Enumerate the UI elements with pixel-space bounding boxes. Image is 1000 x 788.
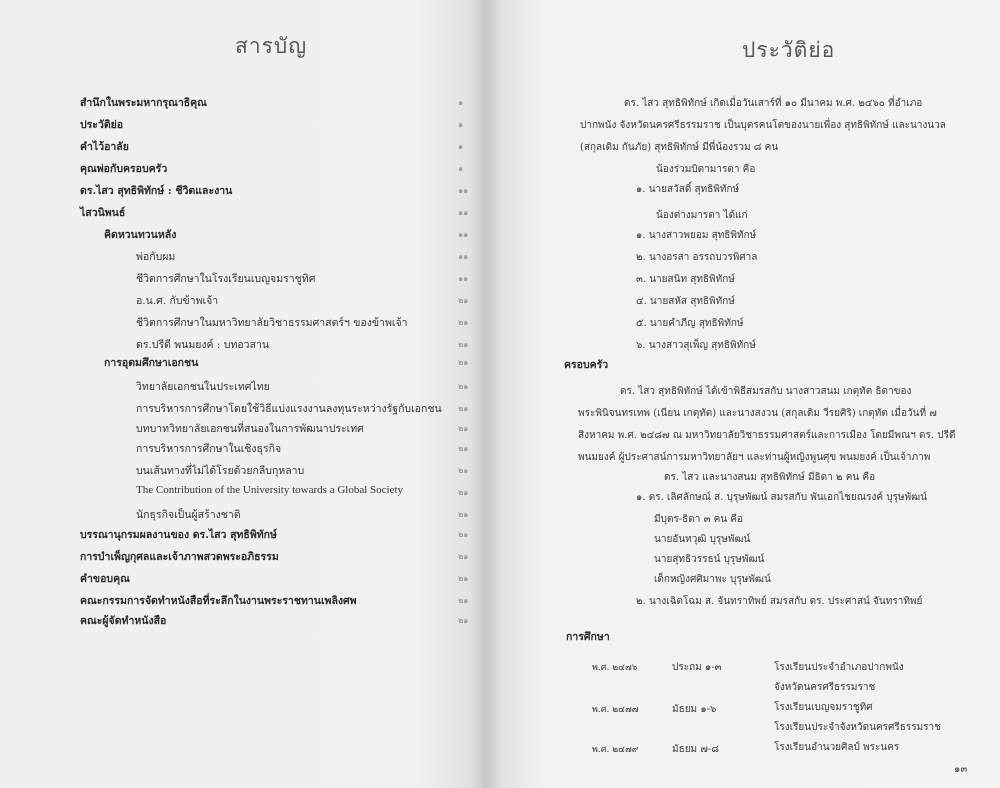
sibling-item: ๕. นายคำภีญ สุทธิพิทักษ์ xyxy=(636,318,744,329)
toc-page-number: ๑๑ xyxy=(458,274,469,283)
bio-title: ประวัติย่อ xyxy=(742,38,836,62)
education-heading: การศึกษา xyxy=(566,631,610,643)
edu-school: โรงเรียนอำนวยศิลป์ พระนคร xyxy=(774,742,900,753)
toc-entry: คณะกรรมการจัดทำหนังสือที่ระลึกในงานพระราชทานเพลิงศพ xyxy=(80,595,357,607)
edu-school: โรงเรียนประจำจังหวัดนครศรีธรรมราช xyxy=(774,722,941,733)
toc-page-number: ๑ xyxy=(458,142,464,151)
toc-entry: คำไว้อาลัย xyxy=(80,141,129,153)
toc-entry: ดร.ไสว สุทธิพิทักษ์ : ชีวิตและงาน xyxy=(80,185,233,197)
toc-entry: คำขอบคุณ xyxy=(80,573,130,585)
family-heading: ครอบครัว xyxy=(564,359,609,371)
toc-entry: พ่อกับผม xyxy=(136,251,176,263)
toc-page-number: ๒๑ xyxy=(458,574,469,583)
toc-page-number: ๑๑ xyxy=(458,186,469,195)
toc-entry: การบริหารการศึกษาโดยใช้วิธีแบ่งแรงงานลงทุนระหว่างรัฐกับเอกชน xyxy=(136,403,442,415)
family-line: พระพินิจนทรเทพ (เนียน เกตุทัต) และนางสงวน (สกุลเดิม วีรยศิริ) เกตุทัต เมื่อวันที่ ๗ xyxy=(578,408,937,419)
edu-school: จังหวัดนครศรีธรรมราช xyxy=(774,682,876,693)
toc-page-number: ๒๑ xyxy=(458,340,469,349)
toc-entry: คณะผู้จัดทำหนังสือ xyxy=(80,615,167,627)
toc-page-number: ๒๑ xyxy=(458,510,469,519)
toc-entry: ประวัติย่อ xyxy=(80,119,124,131)
toc-entry: ไสวนิพนธ์ xyxy=(80,207,126,219)
toc-page-number: ๒๑ xyxy=(458,318,469,327)
toc-page-number: ๒๑ xyxy=(458,424,469,433)
toc-page-number: ๑๑ xyxy=(458,252,469,261)
toc-page-number: ๒๑ xyxy=(458,358,469,367)
toc-page-number: ๒๑ xyxy=(458,382,469,391)
family-line: พนมยงค์ ผู้ประศาสน์การมหาวิทยาลัยฯ และท่านผู้หญิงพูนศุข พนมยงค์ เป็นเจ้าภาพ xyxy=(578,452,931,463)
toc-entry: การอุดมศึกษาเอกชน xyxy=(104,357,199,369)
child-item: นายสุทธิวรรธน์ บุรุษพัฒน์ xyxy=(654,554,765,565)
toc-entry: The Contribution of the University towards a Global Society xyxy=(136,484,404,496)
toc-title: สารบัญ xyxy=(235,34,308,58)
child-item: เด็กหญิงศศิมาพะ บุรุษพัฒน์ xyxy=(654,574,771,585)
toc-entry: การบริหารการศึกษาในเชิงธุรกิจ xyxy=(136,443,282,455)
edu-school: โรงเรียนประจำอำเภอปากพนัง xyxy=(774,662,904,673)
toc-entry: การบำเพ็ญกุศลและเจ้าภาพสวดพระอภิธรรม xyxy=(80,551,279,563)
edu-year: พ.ศ. ๒๔๗๙ xyxy=(592,745,639,755)
edu-year: พ.ศ. ๒๔๗๗ xyxy=(592,705,639,715)
toc-entry: บรรณานุกรมผลงานของ ดร.ไสว สุทธิพิทักษ์ xyxy=(80,529,277,541)
toc-entry: บทบาทวิทยาลัยเอกชนที่สนองในการพัฒนาประเทศ xyxy=(136,423,364,435)
toc-entry: ชีวิตการศึกษาในโรงเรียนเบญจมราชูทิศ xyxy=(136,273,316,285)
toc-page-number: ๒๑ xyxy=(458,466,469,475)
edu-school: โรงเรียนเบญจมราชูทิศ xyxy=(774,702,873,713)
toc-page-number: ๒๑ xyxy=(458,444,469,453)
toc-page-number: ๒๑ xyxy=(458,530,469,539)
toc-page-number: ๑ xyxy=(458,98,464,107)
children-label: ดร. ไสว และนางสนม สุทธิพิทักษ์ มีธิดา ๒ คน คือ xyxy=(664,472,876,483)
toc-page-number: ๑๑ xyxy=(458,230,469,239)
toc-page-number: ๑ xyxy=(458,164,464,173)
child-item: ๒. นางเฉิดโฉม ส. จันทราทิพย์ สมรสกับ ดร. ประศาสน์ จันทราทิพย์ xyxy=(636,596,923,607)
sibling-item: ๑. นายสวัสดิ์ สุทธิพิทักษ์ xyxy=(636,184,740,195)
sibling-item: ๑. นางสาวพยอม สุทธิพิทักษ์ xyxy=(636,230,757,241)
toc-page-number: ๑ xyxy=(458,120,464,129)
toc-entry: สำนึกในพระมหากรุณาธิคุณ xyxy=(80,97,207,109)
sibling-item: ๔. นายสหัส สุทธิพิทักษ์ xyxy=(636,296,735,307)
toc-entry: อ.น.ศ. กับข้าพเจ้า xyxy=(136,295,219,307)
toc-entry: นักธุรกิจเป็นผู้สร้างชาติ xyxy=(136,509,241,521)
intro-line: ดร. ไสว สุทธิพิทักษ์ เกิดเมื่อวันเสาร์ที่ ๑๐ มีนาคม พ.ศ. ๒๔๖๐ ที่อำเภอ xyxy=(624,98,923,109)
toc-page-number: ๒๑ xyxy=(458,404,469,413)
toc-page-number: ๑๑ xyxy=(458,208,469,217)
toc-entry: ดร.ปรีดี พนมยงค์ : บทอวสาน xyxy=(136,339,270,351)
same-parents-label: น้องร่วมบิดามารดา คือ xyxy=(656,164,756,175)
edu-level: ประถม ๑-๓ xyxy=(672,662,722,673)
edu-level: มัธยม ๑-๖ xyxy=(672,704,717,715)
toc-page xyxy=(0,0,484,788)
sibling-item: ๓. นายสนิท สุทธิพิทักษ์ xyxy=(636,274,735,285)
toc-entry: บนเส้นทางที่ไม่ได้โรยด้วยกลีบกุหลาบ xyxy=(136,465,305,477)
toc-entry: ชีวิตการศึกษาในมหาวิทยาลัยวิชาธรรมศาสตร์ฯ ของข้าพเจ้า xyxy=(136,317,408,329)
page-number: ๑๓ xyxy=(954,764,968,775)
toc-entry: คุณพ่อกับครอบครัว xyxy=(80,163,168,175)
biography-page xyxy=(484,0,1000,788)
intro-line: ปากพนัง จังหวัดนครศรีธรรมราช เป็นบุตรคนโตของนายเพื่อง สุทธิพิทักษ์ และนางนวล xyxy=(580,120,946,131)
toc-entry: คิดหวนทวนหลัง xyxy=(104,229,177,241)
family-line: ดร. ไสว สุทธิพิทักษ์ ได้เข้าพิธีสมรสกับ นางสาวสนม เกตุทัต ธิดาของ xyxy=(620,386,912,397)
toc-entry: วิทยาลัยเอกชนในประเทศไทย xyxy=(136,381,270,393)
sibling-item: ๒. นางอรสา อรรถบวรพิศาล xyxy=(636,252,758,263)
family-line: สิงหาคม พ.ศ. ๒๔๘๗ ณ มหาวิทยาลัยวิชาธรรมศาสตร์และการเมือง โดยมีพณฯ ดร. ปรีดี xyxy=(578,430,956,441)
child-item: มีบุตร-ธิดา ๓ คน คือ xyxy=(654,514,743,525)
half-siblings-label: น้องต่างมารดา ได้แก่ xyxy=(656,210,748,221)
edu-level: มัธยม ๗-๘ xyxy=(672,744,719,755)
edu-year: พ.ศ. ๒๔๗๖ xyxy=(592,663,638,673)
intro-line: (สกุลเดิม กันภัย) สุทธิพิทักษ์ มีพี่น้องรวม ๘ คน xyxy=(580,142,779,153)
toc-page-number: ๒๑ xyxy=(458,552,469,561)
toc-page-number: ๒๑ xyxy=(458,488,469,497)
toc-page-number: ๒๑ xyxy=(458,596,469,605)
child-item: นายอันทวุฒิ บุรุษพัฒน์ xyxy=(654,534,751,545)
child-item: ๑. ดร. เลิศลักษณ์ ส. บุรุษพัฒน์ สมรสกับ พันเอกไชยณรงค์ บุรุษพัฒน์ xyxy=(636,492,927,503)
sibling-item: ๖. นางสาวสุเพ็ญ สุทธิพิทักษ์ xyxy=(636,340,756,351)
toc-page-number: ๒๑ xyxy=(458,296,469,305)
toc-page-number: ๒๑ xyxy=(458,616,469,625)
